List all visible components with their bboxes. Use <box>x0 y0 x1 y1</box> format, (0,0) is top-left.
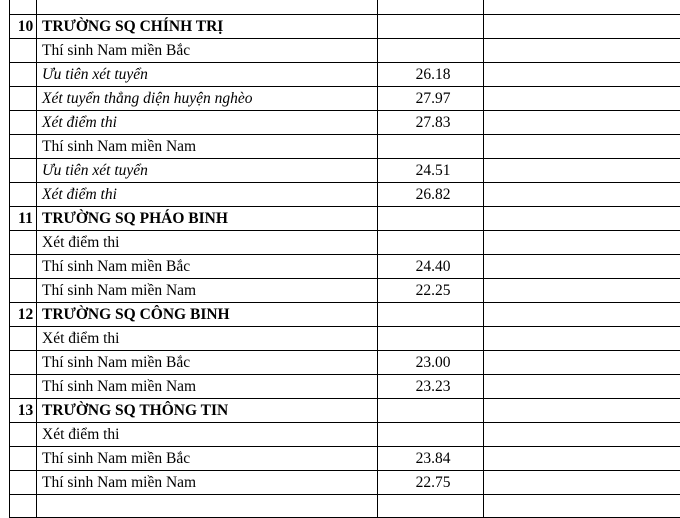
category-name-cell: Xét tuyển thẳng diện huyện nghèo <box>37 87 378 111</box>
row-number-cell <box>10 279 37 303</box>
note-cell <box>484 255 680 279</box>
row-number-cell <box>10 255 37 279</box>
score-cell <box>378 207 484 231</box>
school-name-cell: TRƯỜNG SQ CÔNG BINH <box>37 303 378 327</box>
score-cell <box>378 303 484 327</box>
row-number-cell <box>10 231 37 255</box>
category-name-cell: Ưu tiên xét tuyển <box>37 63 378 87</box>
row-number-cell <box>10 471 37 495</box>
table-row <box>10 279 680 303</box>
table-row <box>10 495 680 518</box>
category-name-cell: Thí sinh Nam miền Nam <box>37 135 378 159</box>
row-number-cell <box>10 495 37 518</box>
note-cell <box>484 111 680 135</box>
note-cell <box>484 63 680 87</box>
row-number-cell <box>10 39 37 63</box>
category-name-cell: Thí sinh Nam miền Bắc <box>37 447 378 471</box>
row-number-cell: 10 <box>10 15 37 39</box>
note-cell <box>484 279 680 303</box>
table-row <box>10 447 680 471</box>
school-name-cell: TRƯỜNG SQ CHÍNH TRỊ <box>37 15 378 39</box>
score-cell: 23.23 <box>378 375 484 399</box>
table-row <box>10 423 680 447</box>
row-number-cell <box>10 423 37 447</box>
category-name-cell: Xét điểm thi <box>37 231 378 255</box>
note-cell <box>484 207 680 231</box>
score-cell: 22.25 <box>378 279 484 303</box>
score-cell <box>378 423 484 447</box>
score-cell <box>378 135 484 159</box>
score-cell <box>378 0 484 15</box>
school-header-row <box>10 303 680 327</box>
score-cell <box>378 495 484 518</box>
table-row <box>10 135 680 159</box>
table-row <box>10 471 680 495</box>
row-number-cell <box>10 111 37 135</box>
note-cell <box>484 495 680 518</box>
row-number-cell <box>10 351 37 375</box>
score-cell: 22.75 <box>378 471 484 495</box>
note-cell <box>484 159 680 183</box>
table-row <box>10 183 680 207</box>
note-cell <box>484 423 680 447</box>
table-body <box>10 0 680 518</box>
score-cell: 26.82 <box>378 183 484 207</box>
table-row <box>10 39 680 63</box>
score-cell: 26.18 <box>378 63 484 87</box>
note-cell <box>484 15 680 39</box>
score-cell: 27.83 <box>378 111 484 135</box>
score-cell <box>378 399 484 423</box>
category-name-cell: Thí sinh Nam miền Bắc <box>37 39 378 63</box>
school-header-row <box>10 399 680 423</box>
score-cell: 24.51 <box>378 159 484 183</box>
note-cell <box>484 303 680 327</box>
table-row <box>10 63 680 87</box>
category-name-cell: Xét điểm thi <box>37 423 378 447</box>
note-cell <box>484 39 680 63</box>
row-number-cell <box>10 183 37 207</box>
row-number-cell <box>10 327 37 351</box>
note-cell <box>484 87 680 111</box>
note-cell <box>484 0 680 15</box>
row-number-cell <box>10 0 37 15</box>
category-name-cell: Xét điểm thi <box>37 183 378 207</box>
score-cell: 24.40 <box>378 255 484 279</box>
note-cell <box>484 231 680 255</box>
school-name-cell: TRƯỜNG SQ THÔNG TIN <box>37 399 378 423</box>
category-name-cell <box>37 0 378 15</box>
category-name-cell <box>37 495 378 518</box>
score-cell <box>378 15 484 39</box>
score-cell: 23.00 <box>378 351 484 375</box>
note-cell <box>484 351 680 375</box>
note-cell <box>484 135 680 159</box>
score-cell <box>378 327 484 351</box>
admission-score-table <box>9 0 680 518</box>
note-cell <box>484 399 680 423</box>
row-number-cell <box>10 375 37 399</box>
note-cell <box>484 327 680 351</box>
row-number-cell: 11 <box>10 207 37 231</box>
score-cell: 23.84 <box>378 447 484 471</box>
category-name-cell: Xét điểm thi <box>37 111 378 135</box>
row-number-cell: 12 <box>10 303 37 327</box>
school-header-row <box>10 207 680 231</box>
category-name-cell: Thí sinh Nam miền Nam <box>37 375 378 399</box>
category-name-cell: Thí sinh Nam miền Nam <box>37 471 378 495</box>
category-name-cell: Ưu tiên xét tuyển <box>37 159 378 183</box>
row-number-cell <box>10 159 37 183</box>
note-cell <box>484 375 680 399</box>
score-cell <box>378 39 484 63</box>
school-header-row <box>10 15 680 39</box>
category-name-cell: Thí sinh Nam miền Nam <box>37 279 378 303</box>
score-cell <box>378 231 484 255</box>
note-cell <box>484 471 680 495</box>
table-row <box>10 111 680 135</box>
table-row <box>10 87 680 111</box>
table-row <box>10 231 680 255</box>
category-name-cell: Thí sinh Nam miền Bắc <box>37 351 378 375</box>
note-cell <box>484 183 680 207</box>
table-row <box>10 375 680 399</box>
row-number-cell <box>10 87 37 111</box>
row-number-cell <box>10 63 37 87</box>
school-name-cell: TRƯỜNG SQ PHÁO BINH <box>37 207 378 231</box>
row-number-cell: 13 <box>10 399 37 423</box>
table-row <box>10 255 680 279</box>
table-row <box>10 327 680 351</box>
category-name-cell: Xét điểm thi <box>37 327 378 351</box>
row-number-cell <box>10 447 37 471</box>
note-cell <box>484 447 680 471</box>
table-row <box>10 159 680 183</box>
row-number-cell <box>10 135 37 159</box>
table-row <box>10 351 680 375</box>
category-name-cell: Thí sinh Nam miền Bắc <box>37 255 378 279</box>
score-cell: 27.97 <box>378 87 484 111</box>
table-row <box>10 0 680 15</box>
